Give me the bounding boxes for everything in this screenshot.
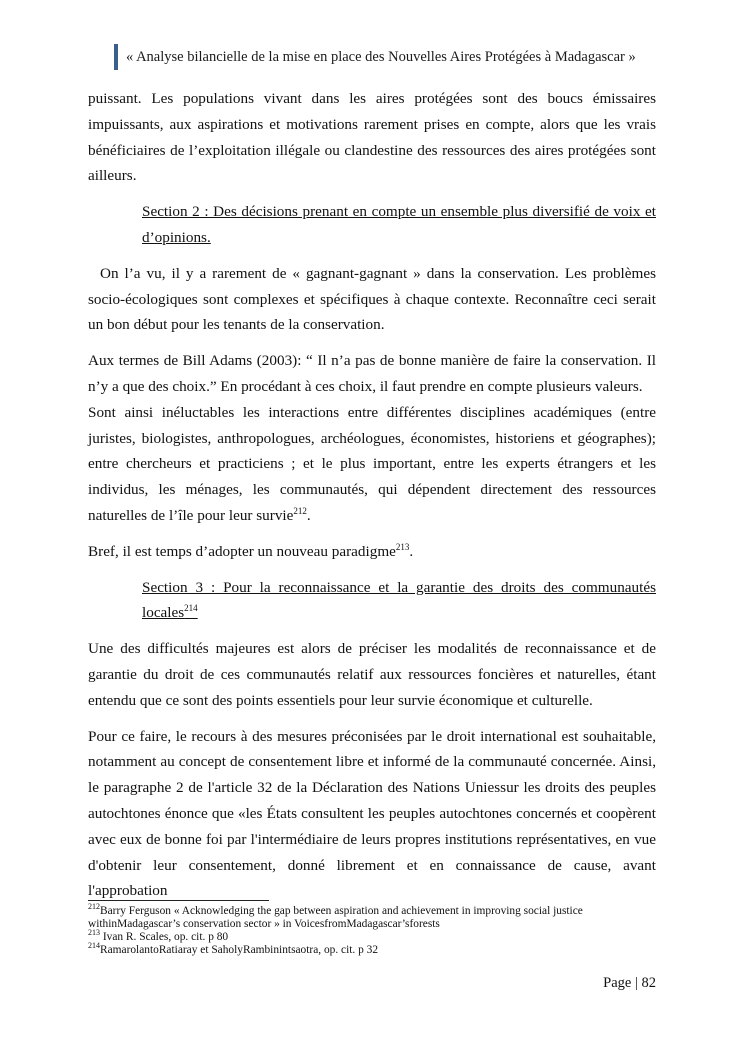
section-3-heading	[142, 575, 656, 627]
footnote-214	[88, 941, 658, 957]
footnote-212	[88, 902, 658, 931]
paragraph-4-text: Bref, il est temps d’adopter un nouveau paradigme	[88, 542, 396, 560]
footnote-ref-213[interactable]: 213	[395, 541, 410, 552]
paragraph-6: Pour ce faire, le recours à des mesures préconisées par le droit international est souhaitable, notamment au concept de consentement libre et informé de la communauté concernée. Ainsi, le paragraphe 2 de l'article 32 de la Déclaration des Nations Uniessur les droits des peuples autochtones énonce que «les États consultent les peuples autochtones concernés et coopèrent avec eux de bonne foi par l'intermédiaire de leurs propres institutions représentatives, en vue d'obtenir leur consentement, donné librement et en connaissance de cause, avant l'approbation	[88, 727, 656, 900]
footnotes	[88, 902, 658, 957]
paragraph-3a: Aux termes de Bill Adams (2003): “ Il n’a pas de bonne manière de faire la conservation. Il n’y a que des choix.” En procédant à ces choix, il faut prendre en compte plusieurs valeurs.	[88, 352, 656, 395]
footnote-ref-214[interactable]: 214	[184, 603, 198, 614]
running-header	[114, 44, 636, 70]
paragraph-4: Bref, il est temps d’adopter un nouveau paradigme$^{213}$.	[88, 541, 414, 560]
footnote-number: 212	[88, 902, 100, 912]
paragraph-3b-text: Sont ainsi inéluctables les interactions entre différentes disciplines académiques (entre juristes, biologistes, anthropologues, archéologues, économistes, historiens et géographes); entre chercheurs et practiciens ; et le plus important, entre les experts étrangers et les individus, les ménages, les communautés, qui dépendent directement des ressources naturelles de l’île pour leur survie	[88, 403, 656, 524]
paragraph-3b: Sont ainsi inéluctables les interactions entre différentes disciplines académiques (entre juristes, biologistes, anthropologues, archéologues, économistes, historiens et géographes); entre chercheurs et practiciens ; et le plus important, entre les experts étrangers et les individus, les ménages, les communautés, qui dépendent directement des ressources naturelles de l’île pour leur survie$^{212}$.	[88, 403, 656, 524]
paragraph-5: Une des difficultés majeures est alors de préciser les modalités de reconnaissance et de garantie du droit de ces communautés relatif aux ressources foncières et naturelles, étant entendu que ce sont des points essentiels pour leur survie économique et culturelle.	[88, 640, 656, 709]
footnote-text: Barry Ferguson « Acknowledging the gap between aspiration and achievement in improving social justice withinMadagascar’s conservation sector » in VoicesfromMadagascar’sforests	[88, 905, 583, 930]
page-body	[88, 86, 656, 904]
page-number-footer	[603, 975, 656, 992]
section-2-heading: Section 2 : Des décisions prenant en compte un ensemble plus diversifié de voix et d’opinions.	[142, 203, 656, 246]
footnote-separator	[88, 900, 269, 901]
footnote-number: 213	[88, 928, 100, 938]
page-separator: |	[634, 975, 638, 991]
paragraph-1: puissant. Les populations vivant dans les aires protégées sont des boucs émissaires impuissants, aux aspirations et motivations rarement prises en compte, alors que les vrais bénéficiaires de l’exploitation illégale ou clandestine des ressources des aires protégées sont ailleurs.	[88, 90, 656, 185]
page-number: 82	[641, 975, 656, 991]
footnote-ref-212[interactable]: 212	[293, 505, 307, 516]
footnote-text: RamarolantoRatiaray et SaholyRambinintsaotra, op. cit. p 32	[100, 944, 379, 956]
footnote-number: 214	[88, 941, 100, 951]
page-label: Page	[603, 975, 632, 991]
header-title: « Analyse bilancielle de la mise en place des Nouvelles Aires Protégées à Madagascar »	[126, 49, 636, 65]
section-3-text: Section 3 : Pour la reconnaissance et la garantie des droits des communautés locales	[142, 578, 656, 622]
footnote-213	[88, 928, 658, 944]
footnote-text: Ivan R. Scales, op. cit. p 80	[100, 931, 229, 943]
paragraph-2: On l’a vu, il y a rarement de « gagnant-gagnant » dans la conservation. Les problèmes socio-écologiques sont complexes et spécifiques à chaque contexte. Reconnaître ceci serait un bon début pour les tenants de la conservation.	[88, 264, 656, 334]
